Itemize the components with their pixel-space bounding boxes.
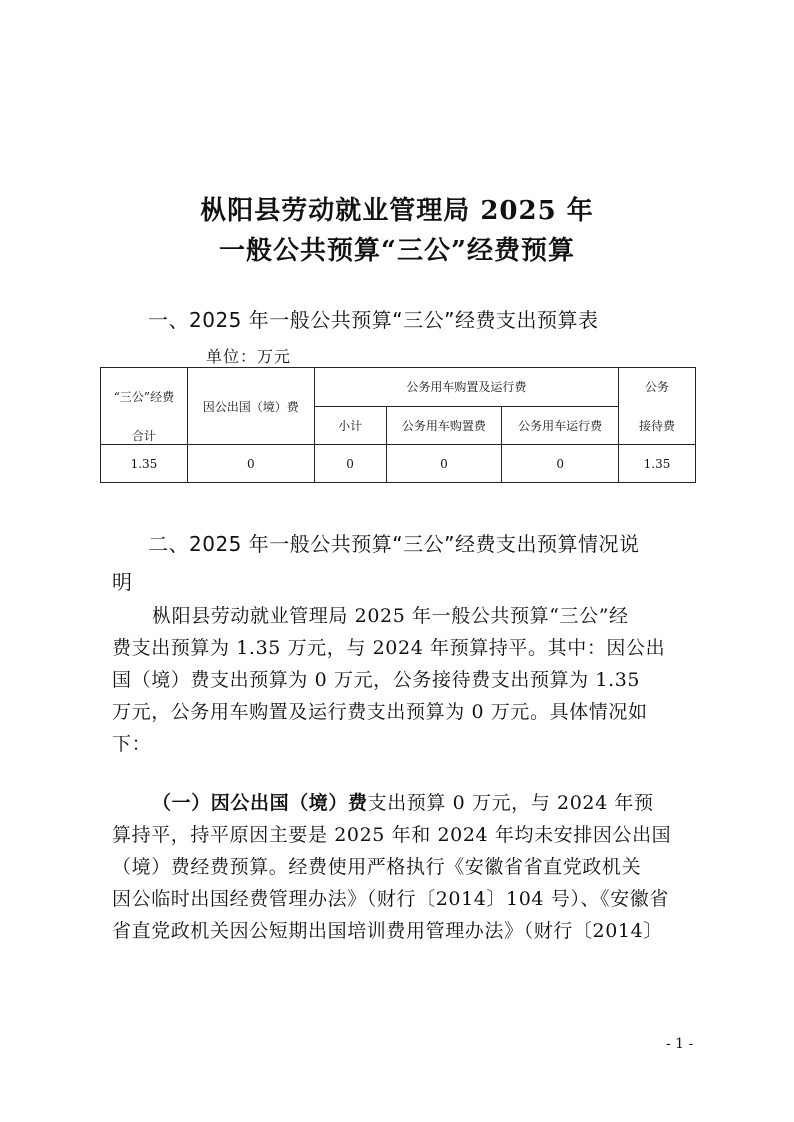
document-title-line2: 一般公共预算“三公”经费预算 xyxy=(219,236,575,266)
header-total-bottom: 合计 xyxy=(131,429,156,443)
paragraph-line: 算持平，持平原因主要是 2025 年和 2024 年均未安排因公出国 xyxy=(112,824,672,846)
cell-subtotal: 0 xyxy=(314,445,386,483)
header-vehicle-group-cell: 公务用车购置及运行费 xyxy=(314,368,618,407)
header-abroad: 因公出国（境）费 xyxy=(187,368,314,445)
header-total xyxy=(101,368,188,445)
paragraph-line: 国（境）费支出预算为 0 万元，公务接待费支出预算为 1.35 xyxy=(112,669,641,691)
header-reception xyxy=(619,368,696,445)
unit-label: 单位：万元 xyxy=(206,347,292,366)
paragraph-line: 万元，公务用车购置及运行费支出预算为 0 万元。具体情况如 xyxy=(112,701,648,723)
page-number: - 1 - xyxy=(666,1036,694,1052)
budget-table xyxy=(100,367,696,483)
paragraph-line: 因公临时出国经费管理办法》（财行〔2014〕104 号）、《安徽省 xyxy=(112,888,669,910)
cell-total: 1.35 xyxy=(101,445,188,483)
section1-heading: 一、2025 年一般公共预算“三公”经费支出预算表 xyxy=(148,308,599,332)
cell-vehicle-purchase: 0 xyxy=(386,445,502,483)
paragraph-line xyxy=(112,787,688,819)
header-total-top: “三公”经费 xyxy=(113,390,175,404)
header-reception-bottom: 接待费 xyxy=(639,419,676,433)
section2-heading-line1: 二、2025 年一般公共预算“三公”经费支出预算情况说 xyxy=(148,532,640,556)
cell-reception: 1.35 xyxy=(619,445,696,483)
paragraph-overview xyxy=(112,600,688,760)
subheading-abroad: （一）因公出国（境）费 xyxy=(152,792,368,814)
document-title-line1: 枞阳县劳动就业管理局 2025 年 xyxy=(200,196,594,226)
paragraph-abroad xyxy=(112,787,688,947)
paragraph-line: 省直党政机关因公短期出国培训费用管理办法》（财行〔2014〕 xyxy=(112,920,663,942)
paragraph-line: 枞阳县劳动就业管理局 2025 年一般公共预算“三公”经 xyxy=(152,605,629,627)
header-reception-top: 公务 xyxy=(645,380,670,394)
cell-vehicle-operation: 0 xyxy=(502,445,619,483)
header-subtotal: 小计 xyxy=(314,406,386,445)
table-row xyxy=(101,445,696,483)
section2-heading-line2: 明 xyxy=(112,570,133,594)
cell-abroad: 0 xyxy=(187,445,314,483)
paragraph-line: 费支出预算为 1.35 万元，与 2024 年预算持平。其中：因公出 xyxy=(112,637,666,659)
paragraph-text: 支出预算 0 万元，与 2024 年预 xyxy=(367,792,654,814)
paragraph-line: 下： xyxy=(112,733,152,755)
paragraph-line: （境）费经费预算。经费使用严格执行《安徽省省直党政机关 xyxy=(112,856,642,878)
header-vehicle-operation: 公务用车运行费 xyxy=(502,406,619,445)
header-vehicle-purchase: 公务用车购置费 xyxy=(386,406,502,445)
